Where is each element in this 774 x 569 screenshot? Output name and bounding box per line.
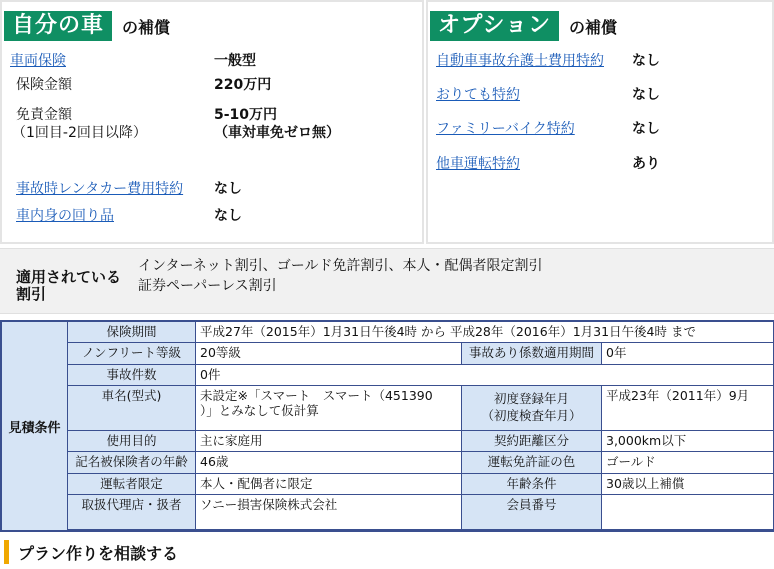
rental-car-rider-link[interactable]: 事故時レンタカー費用特約 — [16, 181, 184, 197]
other-car-driving-rider-value: あり — [632, 156, 660, 172]
driver-limit-value: 本人・配偶者に限定 — [196, 474, 462, 495]
own-car-header — [4, 10, 170, 42]
lawyer-fee-rider-value: なし — [632, 53, 660, 69]
options-title-suffix: の補償 — [569, 17, 618, 37]
distance-class-label: 契約距離区分 — [462, 431, 602, 452]
accident-count-label: 事故件数 — [68, 365, 196, 386]
consult-plan-title: プラン作りを相談する — [18, 543, 179, 563]
vehicle-insurance-link[interactable]: 車両保険 — [10, 53, 66, 69]
deductible-sublabel: （1回目-2回目以降） — [12, 125, 147, 141]
discount-line: インターネット割引、ゴールド免許割引、本人・配偶者限定割引 — [138, 258, 543, 274]
car-name-value: 未設定※「スマート スマート（451390 ）」とみなして仮計算 — [196, 386, 462, 431]
distance-class-value: 3,000km以下 — [602, 431, 774, 452]
insured-age-label: 記名被保険者の年齢 — [68, 452, 196, 474]
options-panel — [426, 0, 774, 244]
rental-car-rider-value: なし — [214, 181, 242, 197]
usage-purpose-label: 使用目的 — [68, 431, 196, 452]
usage-purpose-value: 主に家庭用 — [196, 431, 462, 452]
accident-count-value: 0件 — [196, 365, 774, 386]
applied-discounts-label: 適用されている 割引 — [16, 268, 122, 303]
license-color-label: 運転免許証の色 — [462, 452, 602, 474]
accident-coef-value: 0年 — [602, 343, 774, 365]
period-label: 保険期間 — [68, 322, 196, 343]
own-car-panel — [0, 0, 424, 244]
own-car-title: 自分の車 — [4, 11, 112, 41]
applied-discounts-values — [138, 256, 542, 296]
family-bike-rider-link[interactable]: ファミリーバイク特約 — [436, 121, 575, 137]
vehicle-insurance-value: 一般型 — [214, 53, 256, 69]
insured-amount-value: 220万円 — [214, 77, 272, 93]
own-car-title-suffix: の補償 — [122, 17, 171, 37]
oritemo-rider-link[interactable]: おりても特約 — [436, 87, 520, 103]
oritemo-rider-value: なし — [632, 87, 660, 103]
first-registration-value: 平成23年（2011年）9月 — [602, 386, 774, 431]
car-name-label: 車名(型式) — [68, 386, 196, 431]
member-number-label: 会員番号 — [462, 495, 602, 530]
discount-line: 証券ペーパーレス割引 — [138, 278, 277, 294]
family-bike-rider-value: なし — [632, 121, 660, 137]
options-header — [430, 10, 617, 42]
applied-discounts — [0, 248, 774, 314]
grade-value: 20等級 — [196, 343, 462, 365]
age-condition-label: 年齢条件 — [462, 474, 602, 495]
deductible-value: 5-10万円 — [214, 107, 278, 123]
agent-value: ソニー損害保険株式会社 — [196, 495, 462, 530]
estimate-conditions-label: 見積条件 — [2, 322, 68, 530]
deductible-label: 免責金額 — [16, 107, 72, 123]
grade-label: ノンフリート等級 — [68, 343, 196, 365]
first-registration-label: 初度登録年月 （初度検査年月） — [462, 386, 602, 431]
member-number-value — [602, 495, 774, 530]
insured-age-value: 46歳 — [196, 452, 462, 474]
belongings-rider-link[interactable]: 車内身の回り品 — [16, 208, 114, 224]
insured-amount-label: 保険金額 — [16, 77, 72, 93]
agent-label: 取扱代理店・扱者 — [68, 495, 196, 530]
consult-plan-heading — [4, 540, 178, 564]
estimate-conditions-table — [0, 320, 774, 532]
age-condition-value: 30歳以上補償 — [602, 474, 774, 495]
deductible-subvalue: （車対車免ゼロ無） — [214, 125, 340, 141]
driver-limit-label: 運転者限定 — [68, 474, 196, 495]
license-color-value: ゴールド — [602, 452, 774, 474]
lawyer-fee-rider-link[interactable]: 自動車事故弁護士費用特約 — [436, 53, 604, 69]
accident-coef-label: 事故あり係数適用期間 — [462, 343, 602, 365]
other-car-driving-rider-link[interactable]: 他車運転特約 — [436, 156, 520, 172]
heading-accent-bar — [4, 540, 9, 564]
belongings-rider-value: なし — [214, 208, 242, 224]
options-title: オプション — [430, 11, 559, 41]
period-value: 平成27年（2015年）1月31日午後4時 から 平成28年（2016年）1月31日午後4時 まで — [196, 322, 774, 343]
